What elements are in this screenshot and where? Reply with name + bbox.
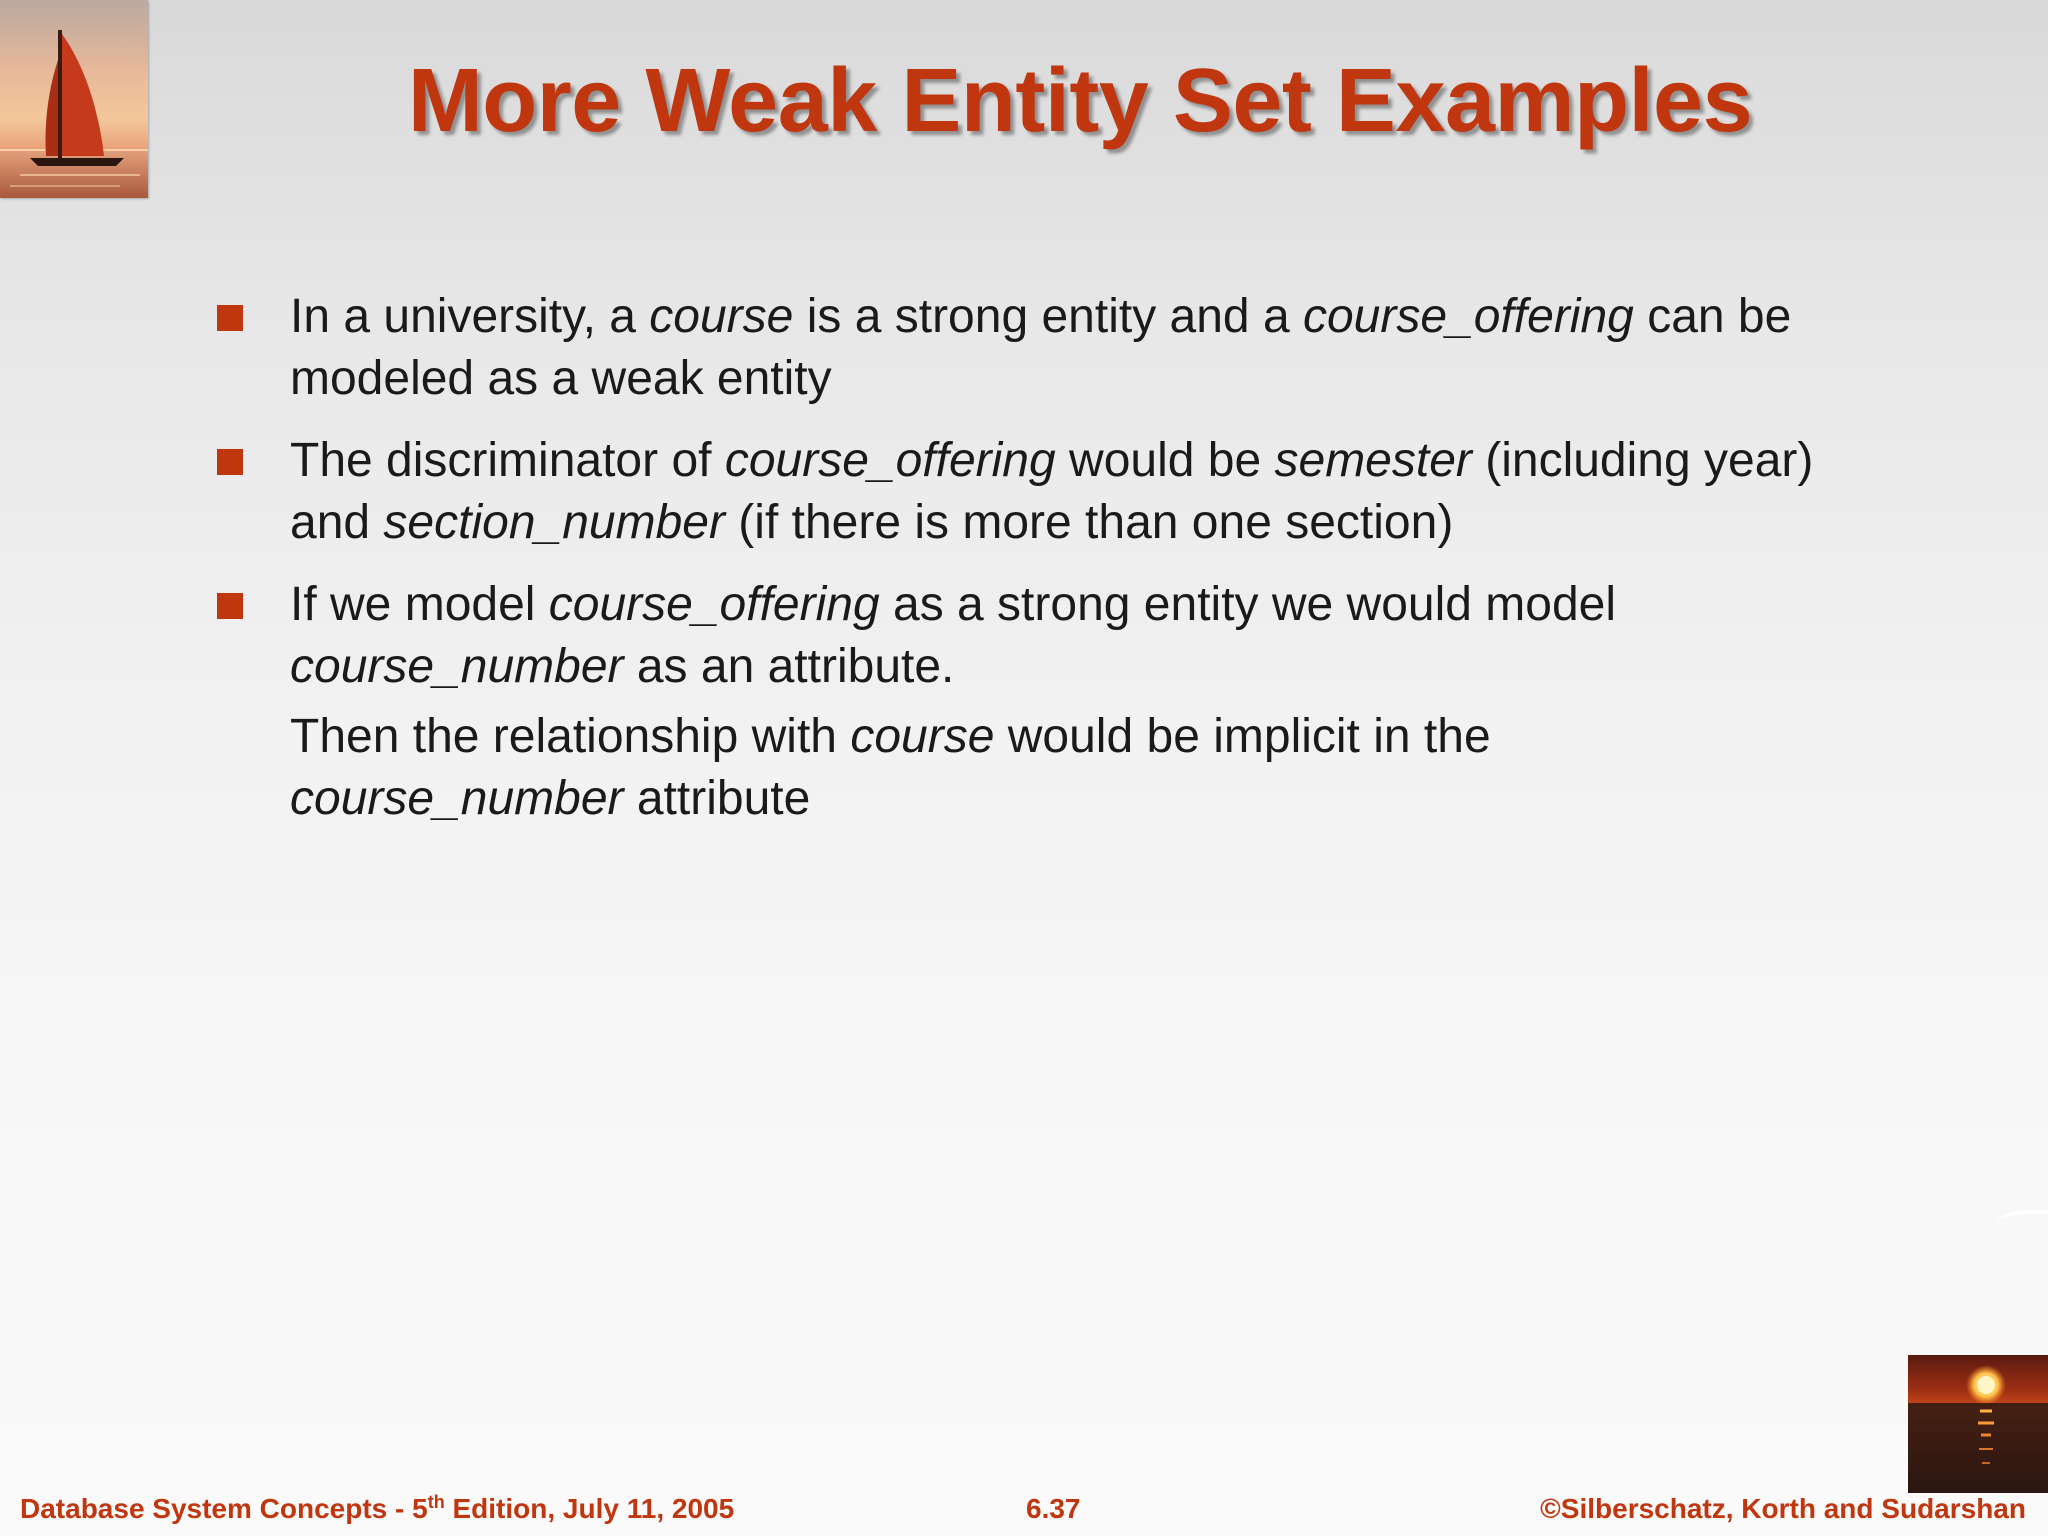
square-bullet-icon <box>217 593 243 619</box>
continuation-cont: would be implicit in the <box>994 710 1491 763</box>
footer-book-title <box>20 1493 734 1525</box>
sailboat-image <box>0 0 148 198</box>
square-bullet-icon <box>217 449 243 475</box>
square-bullet-icon <box>217 305 243 331</box>
bullet-item-3 <box>215 574 1835 698</box>
bullet-text-2-italic-course-offering: course_offering <box>724 434 1056 487</box>
slide-title: More Weak Entity Set Examples <box>407 51 1753 151</box>
continuation-italic-course: course <box>850 710 995 763</box>
bullet-text-2-cont2: (including year) and <box>290 434 1814 549</box>
footer-book-title-text: Database System Concepts - 5 <box>20 1493 428 1524</box>
footer-page-number: 6.37 <box>1026 1493 1081 1524</box>
bullet-item-1 <box>215 286 1835 410</box>
sunset-image <box>1908 1355 2048 1493</box>
bullet-text-2: The discriminator of <box>290 434 725 487</box>
bullet-item-2 <box>215 430 1835 554</box>
continuation-paragraph <box>215 706 1835 830</box>
bullet-text-2-italic-semester: semester <box>1274 434 1472 487</box>
footer-edition-superscript: th <box>427 1492 445 1512</box>
bullet-text-3-end: as an attribute. <box>623 640 955 693</box>
bullet-text-1-italic-course: course <box>649 290 794 343</box>
bullet-text-2-italic-section-number: section_number <box>383 496 725 549</box>
bullet-list <box>215 286 1835 830</box>
decorative-streak <box>1996 1210 2048 1236</box>
continuation-italic-course-number: course_number <box>290 772 624 825</box>
bullet-text-3-cont: as a strong entity we would model <box>879 578 1617 631</box>
bullet-text-3-italic-course-number: course_number <box>290 640 624 693</box>
footer-copyright: ©Silberschatz, Korth and Sudarshan <box>1540 1493 2026 1524</box>
bullet-text-3-italic-course-offering: course_offering <box>548 578 880 631</box>
continuation-end: attribute <box>623 772 811 825</box>
bullet-text-2-end: (if there is more than one section) <box>724 496 1454 549</box>
bullet-text-2-cont: would be <box>1055 434 1275 487</box>
footer-edition-date: Edition, July 11, 2005 <box>444 1493 735 1524</box>
bullet-text-1: In a university, a <box>290 290 650 343</box>
bullet-text-3: If we model <box>290 578 549 631</box>
bullet-text-1-italic-course-offering: course_offering <box>1302 290 1634 343</box>
bullet-text-1-cont: is a strong entity and a <box>793 290 1303 343</box>
continuation-text: Then the relationship with <box>290 710 851 763</box>
bullet-text-1-end: can be modeled as a weak entity <box>290 290 1792 405</box>
